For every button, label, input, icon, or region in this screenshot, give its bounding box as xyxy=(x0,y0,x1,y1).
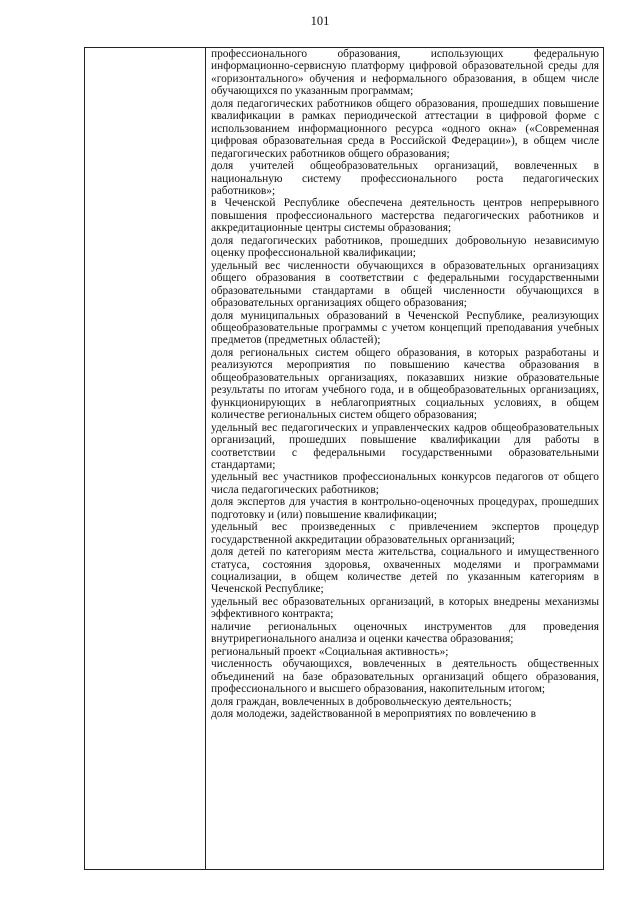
text-cell xyxy=(206,48,604,870)
paragraph: удельный вес участников профессиональных конкурсов педагогов от общего числа педагогических работников; xyxy=(211,471,599,496)
paragraph: в Чеченской Республике обеспечена деятельность центров непрерывного повышения профессионального мастерства педагогических работников и аккредитационные центры системы образования; xyxy=(211,197,599,235)
table-row xyxy=(85,48,604,870)
paragraph: региональный проект «Социальная активность»; xyxy=(211,645,449,658)
paragraph: доля экспертов для участия в контрольно-оценочных процедурах, прошедших подготовку и (или) повышение квалификации; xyxy=(211,496,599,521)
paragraph: доля молодежи, задействованной в мероприятиях по вовлечению в xyxy=(211,708,536,721)
paragraph: профессионального образования, использующих федеральную информационно-сервисную платформу цифровой образовательной среды для «горизонтального» обучения и неформального образования, в общем числе обучающихся по указанным программам; xyxy=(211,48,599,98)
paragraph: удельный вес произведенных с привлечением экспертов процедур государственной аккредитации образовательных организаций; xyxy=(211,521,599,546)
empty-left-cell xyxy=(85,48,206,870)
paragraph: доля региональных систем общего образования, в которых разработаны и реализуются мероприятия по повышению качества образования в общеобразовательных организациях, показавших низкие образовательные результаты по итогам учебного года, и в общеобразовательных организациях, функционирующих в неблагоприятных социальных условиях, в общем количестве региональных систем общего образования; xyxy=(211,346,599,422)
paragraph: удельный вес образовательных организаций, в которых внедрены механизмы эффективного контракта; xyxy=(211,595,599,621)
cell-text-block xyxy=(206,48,603,720)
paragraph: доля муниципальных образований в Чеченской Республике, реализующих общеобразовательные программы с учетом концепций преподавания учебных предметов (предметных областей); xyxy=(211,309,599,347)
paragraph: доля педагогических работников, прошедших добровольную независимую оценку профессиональной квалификации; xyxy=(211,234,599,260)
paragraph: доля граждан, вовлеченных в добровольческую деятельность; xyxy=(211,695,512,708)
document-table xyxy=(84,47,604,870)
paragraph: удельный вес численности обучающихся в образовательных организациях общего образования в соответствии с федеральными государственными образовательными стандартами в общей численности обучающихся в образовательных организациях общего образования; xyxy=(211,259,599,310)
paragraph: доля педагогических работников общего образования, прошедших повышение квалификации в рамках периодической аттестации в цифровой форме с использованием информационного ресурса «одного окна» («Современная цифровая образовательная среда в Российской Федерации»), в общем числе педагогических работников общего образования; xyxy=(211,97,599,160)
paragraph: доля детей по категориям места жительства, социального и имущественного статуса, состояния здоровья, охваченных моделями и программами социализации, в общем количестве детей по указанным категориям в Чеченской Республике; xyxy=(211,546,599,596)
paragraph: наличие региональных оценочных инструментов для проведения внутрирегионального анализа и оценки качества образования; xyxy=(211,620,599,646)
paragraph: численность обучающихся, вовлеченных в деятельность общественных объединений на базе образовательных организаций общего образования, профессионального и высшего образования, накопительным итогом; xyxy=(211,658,599,696)
page-number: 101 xyxy=(310,14,330,28)
paragraph: удельный вес педагогических и управленческих кадров общеобразовательных организаций, прошедших повышение квалификации для работы в соответствии с федеральными государственными образовательными стандартами; xyxy=(211,421,599,471)
paragraph: доля учителей общеобразовательных организаций, вовлеченных в национальную систему профессионального роста педагогических работников»; xyxy=(211,160,599,197)
